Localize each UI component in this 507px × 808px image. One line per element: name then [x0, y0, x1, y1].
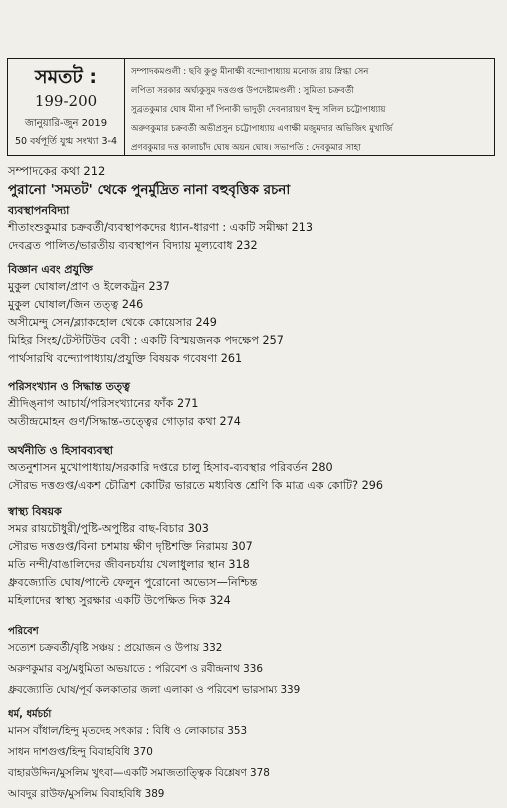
issue-number: 199-200: [34, 92, 98, 110]
board-line: সুব্রতকুমার ঘোষ মীনা দাঁ পিনাকী ভাদুড়ী দেবনারায়ণ ইন্দু সলিল চট্টোপাধ্যায়: [131, 105, 386, 115]
board-line: প্রণবকুমার দত্ত কালাচাঁদ ঘোষ অয়ন ঘোষ। সভাপতি : দেবকুমার সাহা: [131, 143, 361, 153]
toc-entry: অরুণকুমার বসু/মধুমিতা অভয়াতে : পরিবেশ ও রবীন্দ্রনাথ 336: [8, 663, 263, 675]
toc-entry: ধ্রুবজ্যোতি ঘোষ/পাল্টে ফেলুন পুরোনো অভ্যেস—নিশ্চিন্ত: [8, 576, 258, 589]
toc-entry: মানস বাঁধাল/হিন্দু মৃতদেহ সৎকার : বিধি ও লোকাচার 353: [8, 725, 248, 737]
toc-entry: সমর রায়চৌধুরী/পুষ্টি-অপুষ্টির বাছ-বিচার 303: [8, 522, 209, 535]
board-line: লপিতা সরকার অর্ঘ্যকুসুম দত্তগুপ্ত উপদেষ্টামণ্ডলী : সুমিতা চক্রবর্তী: [131, 86, 354, 96]
section-management: [8, 202, 502, 255]
section-science-technology: [8, 261, 502, 368]
section-title: পরিবেশ: [8, 626, 39, 637]
toc-entry: সৌরভ দত্তগুপ্ত/বিনা চশমায় ক্ষীণ দৃষ্টিশক্তি নিরাময় 307: [8, 540, 253, 553]
section-religion: [8, 707, 502, 808]
volume-info: 50 বর্ষপূর্তি যুগ্ম সংখ্যা 3-4: [15, 136, 117, 147]
toc-entry: মহিলাদের স্বাস্থ্য সুরক্ষার একটি উপেক্ষিত দিক 324: [8, 594, 231, 607]
toc-entry: আবদুর রাউফ/মুসলিম বিবাহবিধি 389: [8, 788, 165, 800]
section-title: ধর্ম, ধর্মচর্চা: [8, 709, 52, 720]
section-title: অর্থনীতি ও হিসাবব্যবস্থা: [8, 444, 113, 457]
section-title: পরিসংখ্যান ও সিদ্ধান্ত তত্ত্ব: [8, 380, 131, 393]
toc-entry: অসীমেন্দু সেন/ব্ল্যাকহোল থেকে কোয়েসার 249: [8, 316, 217, 329]
toc-entry: অতীন্দ্রমোহন গুণ/সিদ্ধান্ত-তত্ত্বের গোড়ার কথা 274: [8, 415, 241, 428]
toc-entry: শ্রীদিঙ্নাগ আচার্য/পরিসংখ্যানের ফাঁক 271: [8, 397, 199, 410]
section-title: বিজ্ঞান এবং প্রযুক্তি: [8, 263, 93, 276]
toc-entry: মিহির সিংহ/টেস্টটিউব বেবী : একটি বিস্ময়জনক পদক্ষেপ 257: [8, 334, 284, 347]
toc-entry: মুকুল ঘোষাল/প্রাণ ও ইলেকট্রন 237: [8, 280, 170, 293]
section-statistics-decision: [8, 378, 502, 431]
editor-note-entry: সম্পাদকের কথা 212: [8, 164, 106, 178]
section-economics-accounting: [8, 442, 502, 495]
section-title: ব্যবস্থাপনবিদ্যা: [8, 204, 70, 217]
journal-title: সমতট :: [35, 66, 97, 88]
section-environment: [8, 624, 502, 704]
toc-entry: বাহারউদ্দিন/মুসলিম খুৎবা—একটি সমাজতাত্ত্বিক বিশ্লেষণ 378: [8, 767, 270, 779]
toc-entry: সৌরভ দত্তগুপ্ত/একশ চৌত্রিশ কোটির ভারতে মধ্যবিত্ত শ্রেণি কি মাত্র এক কোটি? 296: [8, 479, 383, 492]
toc-entry: শীতাংশুকুমার চক্রবর্তী/ব্যবস্থাপকদের ধ্যান-ধারণা : একটি সমীক্ষা 213: [8, 221, 313, 234]
editorial-board: [125, 59, 494, 155]
toc-entry: মতি নন্দী/বাঙালিদের জীবনচর্যায় খেলাধুলার স্থান 318: [8, 558, 250, 571]
board-line: সম্পাদকমণ্ডলী : ছবি কুণ্ডু মীনাক্ষী বন্দ্যোপাধ্যায় মনোজ রায় স্নিগ্ধা সেন: [131, 67, 369, 77]
toc-entry: সাধন দাশগুপ্ত/হিন্দু বিবাহবিধি 370: [8, 746, 153, 758]
section-health: [8, 503, 502, 610]
toc-entry: দেবব্রত পালিত/ভারতীয় ব্যবস্থাপন বিদ্যায় মূল্যবোধ 232: [8, 239, 258, 252]
toc-entry: অতনুশাসন মুখোপাধ্যায়/সরকারি দপ্তরে চালু হিসাব-ব্যবস্থার পরিবর্তন 280: [8, 461, 333, 474]
section-title: স্বাস্থ্য বিষয়ক: [8, 505, 62, 518]
toc-entry: মুকুল ঘোষাল/জিন তত্ত্ব 246: [8, 298, 144, 311]
toc-entry: ধ্রুবজ্যোতি ঘোষ/পূর্ব কলকাতার জলা এলাকা ও পরিবেশ ভারসাম্য 339: [8, 684, 301, 696]
contents-headline: পুরানো 'সমতট' থেকে পুনর্মুদ্রিত নানা বহুবৃত্তিক রচনা: [8, 182, 291, 198]
board-line: অরুণকুমার চক্রবর্তী অভীপ্রসুন চট্টোপাধ্যায় এণাক্ষী মজুমদার অভিজিৎ মুখার্জি: [131, 124, 393, 134]
toc-entry: সত্যেশ চক্রবর্তী/বৃষ্টি সঞ্চয় : প্রয়োজন ও উপায় 332: [8, 642, 223, 654]
table-of-contents: [8, 163, 502, 808]
masthead-box: [7, 58, 495, 156]
issue-date: জানুয়ারি-জুন 2019: [24, 118, 108, 129]
masthead-left-panel: [8, 59, 125, 155]
toc-entry: পার্থসারথি বন্দ্যোপাধ্যায়/প্রযুক্তি বিষয়ক গবেষণা 261: [8, 352, 243, 365]
